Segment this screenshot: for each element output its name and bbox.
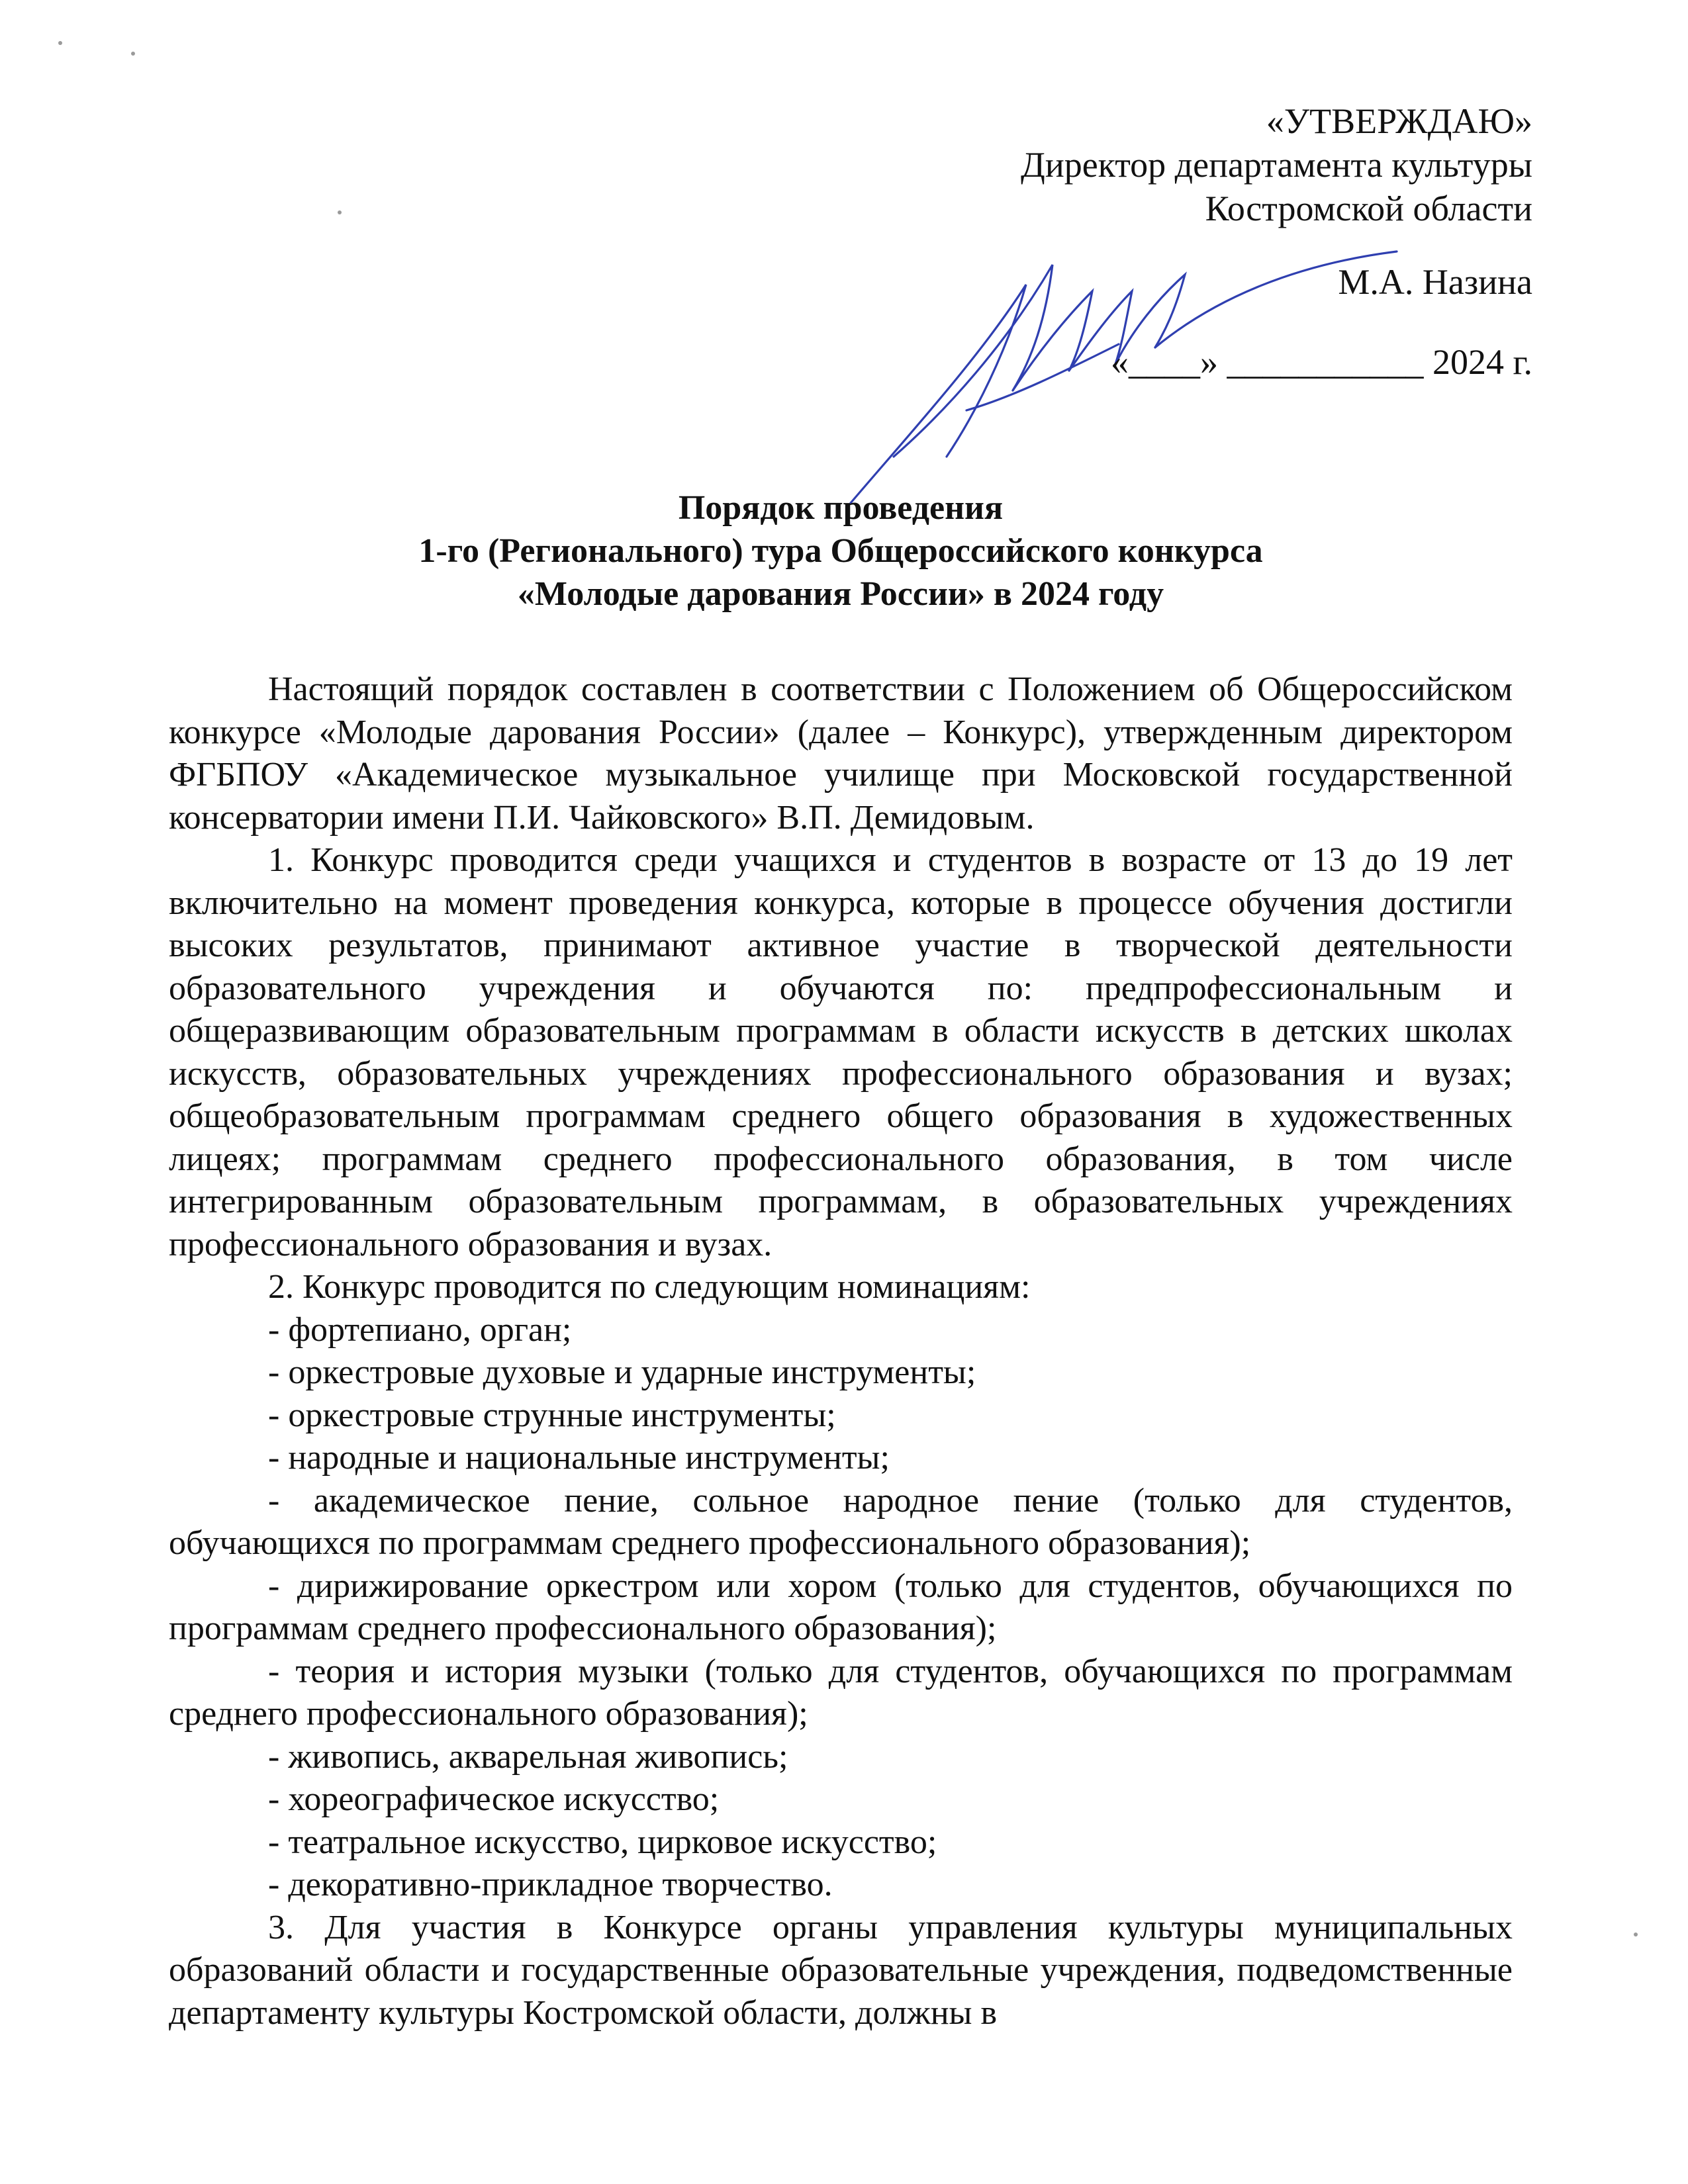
approval-name: М.А. Назина xyxy=(1338,262,1532,302)
paragraph-2: 2. Конкурс проводится по следующим номинациям: xyxy=(268,1268,1031,1306)
approval-region: Костромской области xyxy=(1205,189,1532,228)
nomination-item: - хореографическое искусство; xyxy=(268,1780,720,1818)
approval-date: «____» ___________ 2024 г. xyxy=(1110,342,1532,382)
scan-speck xyxy=(338,210,342,214)
nomination-item: - оркестровые струнные инструменты; xyxy=(268,1396,836,1434)
nomination-item: - теория и история музыки (только для студентов, обучающихся по программам среднего профессионального образования); xyxy=(169,1652,1513,1733)
paragraph-3: 3. Для участия в Конкурсе органы управления культуры муниципальных образований области и государственные образовательные учреждения, подведомственные департаменту культуры Костромской области, должны в xyxy=(169,1908,1513,2032)
nomination-item: - театральное искусство, цирковое искусство; xyxy=(268,1823,937,1861)
approval-heading: «УТВЕРЖДАЮ» xyxy=(1266,101,1532,141)
nomination-item: - декоративно-прикладное творчество. xyxy=(268,1866,833,1903)
nomination-item: - оркестровые духовые и ударные инструменты; xyxy=(268,1353,976,1391)
scan-speck xyxy=(131,52,135,56)
approval-position: Директор департамента культуры xyxy=(1021,145,1532,185)
document-body xyxy=(169,668,1513,2034)
scan-speck xyxy=(1634,1933,1638,1936)
title-line-2: 1-го (Регионального) тура Общероссийского конкурса xyxy=(418,532,1263,570)
title-line-1: Порядок проведения xyxy=(678,489,1004,527)
nomination-item: - живопись, акварельная живопись; xyxy=(268,1737,788,1776)
approval-block xyxy=(1021,99,1532,384)
nomination-item: - народные и национальные инструменты; xyxy=(268,1439,890,1477)
title-line-3: «Молодые дарования России» в 2024 году xyxy=(517,575,1164,613)
nomination-item: - фортепиано, орган; xyxy=(268,1310,572,1349)
page-bottom-edge xyxy=(0,2154,1688,2184)
paragraph-1: 1. Конкурс проводится среди учащихся и студентов в возрасте от 13 до 19 лет включительно на момент проведения конкурса, которые в процессе обучения достигли высоких результатов, принимают активное участие в творческой деятельности образовательного учреждения и обучаются по: предпрофессиональным и общеразвивающим образовательным программам в области искусств в детских школах искусств, образовательных учреждениях профессионального образования и вузах; общеобразовательным программам среднего общего образования в художественных лицеях; программам среднего профессионального образования, в том числе интегрированным образовательным программам, в образовательных учреждениях профессионального образования и вузах. xyxy=(169,841,1513,1263)
intro-paragraph: Настоящий порядок составлен в соответствии с Положением об Общероссийском конкурсе «Молодые дарования России» (далее – Конкурс), утвержденным директором ФГБПОУ «Академическое музыкальное училище при Московской государственной консерватории имени П.И. Чайковского» В.П. Демидовым. xyxy=(169,670,1513,837)
scan-speck xyxy=(58,41,62,45)
document-title xyxy=(159,486,1523,615)
nomination-item: - дирижирование оркестром или хором (только для студентов, обучающихся по программам среднего профессионального образования); xyxy=(169,1567,1513,1647)
nomination-item: - академическое пение, сольное народное пение (только для студентов, обучающихся по программам среднего профессионального образования); xyxy=(169,1481,1513,1562)
